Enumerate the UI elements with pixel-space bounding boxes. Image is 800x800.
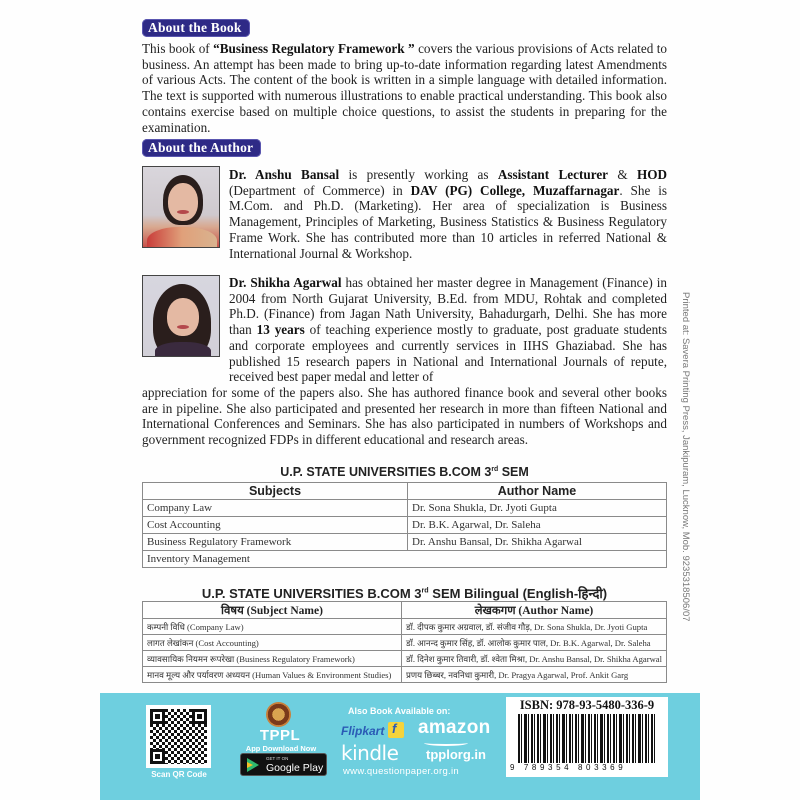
publisher-name: TPPL [259, 727, 301, 744]
subject-cell: लागत लेखांकन (Cost Accounting) [143, 635, 402, 651]
table-row [143, 635, 667, 651]
table-row [143, 619, 667, 635]
text-fragment: of teaching experience mostly to graduate, post graduate students and corporate employees and currently services in IIHS Ghaziabad. She has published 15 research papers in National and International Journals of repute, received best paper medal and letter of [229, 322, 667, 385]
table-row [143, 651, 667, 667]
isbn-number: ISBN: 978-93-5480-336-9 [519, 698, 655, 712]
text-fragment: is presently working as [339, 167, 498, 182]
text-bold: 13 years [256, 322, 305, 338]
about-book-paragraph [142, 41, 667, 135]
text-fragment: has obtained her master degree in Management (Finance) in 2004 from North Gujarat University, B.Ed. from MDU, Rohtak and completed Ph.D. (Finance) from Jagan Nath University, Bahadurgarh, Delhi. She has more than [229, 275, 667, 338]
author-cell: Dr. Anshu Bansal, Dr. Shikha Agarwal [408, 534, 667, 551]
subject-cell: Business Regulatory Framework [143, 534, 408, 551]
qr-code[interactable] [146, 705, 211, 768]
text-fragment: SEM [498, 465, 529, 479]
subjects-table [142, 482, 667, 568]
qr-caption: Scan QR Code [151, 770, 207, 779]
table-row [143, 500, 667, 517]
author1-bio [229, 167, 667, 261]
table-row [143, 534, 667, 551]
photo-clothing [155, 342, 211, 357]
flipkart-logo[interactable]: Flipkart [341, 724, 385, 738]
subject-cell: व्यावसायिक नियमन रूपरेखा (Business Regulatory Framework) [143, 651, 402, 667]
author2-bio-part1 [229, 275, 667, 385]
about-book-heading: About the Book [142, 19, 250, 37]
text-fragment: SEM Bilingual (English-हिन्दी) [428, 586, 608, 601]
google-play-small-text: GET IT ON [266, 756, 289, 761]
column-header: विषय (Subject Name) [143, 602, 402, 619]
kindle-logo[interactable]: kindle [341, 741, 399, 765]
printer-credit: Printed at: Savera Printing Press, Jankipuram, Lucknow, Mob. 9235318506/07 [680, 292, 691, 622]
text-bold: Assistant Lecturer [497, 167, 609, 182]
subject-cell: मानव मूल्य और पर्यावरण अध्ययन (Human Values & Environment Studies) [143, 667, 402, 683]
author-cell: डॉ. दिनेश कुमार तिवारी, डॉ. श्वेता मिश्रा, Dr. Anshu Bansal, Dr. Shikha Agarwal [402, 651, 667, 667]
qr-finder [150, 749, 165, 764]
author2-name: Dr. Shikha Agarwal [229, 275, 342, 290]
column-header: Author Name [408, 483, 667, 500]
text-fragment: This book of [142, 41, 214, 56]
subject-cell: Cost Accounting [143, 517, 408, 534]
text-fragment: & [608, 167, 637, 182]
text-fragment: covers the various provisions of Acts related to business. An attempt has been made to bring up-to-date information regarding latest Amendments of various Acts. The content of the book is written in a simple language with detailed information. The text is supported with numerous illustrations to enable practical understanding. This book also contains exercise based on multiple choice questions, to assist the students in preparing for the examination. [142, 41, 667, 135]
qr-finder [192, 709, 207, 724]
table-row [143, 517, 667, 534]
qr-pattern [150, 709, 207, 764]
flipkart-bag-icon [388, 722, 404, 738]
text-bold: DAV (PG) College, Muzaffarnagar [410, 182, 620, 198]
text-bold: HOD [636, 167, 667, 182]
subject-cell: कम्पनी विधि (Company Law) [143, 619, 402, 635]
superscript: rd [491, 465, 499, 473]
bilingual-subjects-table [142, 601, 667, 683]
column-header: Subjects [143, 483, 408, 500]
author2-bio-part2: appreciation for some of the papers also. She has authored finance book and several other books are in pipeline. She also participated and presented her research in more than fifteen National and International Conferences and Seminars. She has also participated in numbers of Workshops and government recognized FDPs in different educational and research areas. [142, 385, 667, 448]
table-header-row [143, 602, 667, 619]
author-cell: प्रणय छिब्बर, नवनिधा कुमारी, Dr. Pragya Agarwal, Prof. Ankit Garg [402, 667, 667, 683]
superscript: rd [421, 586, 429, 595]
text-fragment: U.P. STATE UNIVERSITIES B.COM 3 [201, 586, 422, 601]
questionpaper-website-link[interactable]: www.questionpaper.org.in [343, 766, 459, 777]
photo-lips [177, 325, 189, 329]
author-photo-anshu-bansal [142, 166, 220, 248]
photo-face [168, 183, 198, 221]
text-fragment: U.P. STATE UNIVERSITIES B.COM 3 [280, 465, 492, 479]
table-row [143, 551, 667, 568]
table-header-row [143, 483, 667, 500]
table-row [143, 667, 667, 683]
app-download-label: App Download Now [245, 744, 317, 753]
subject-cell: Inventory Management [143, 551, 667, 568]
tppl-website-link[interactable]: tpplorg.in [426, 747, 486, 762]
author-cell: डॉ. दीपक कुमार अग्रवाल, डॉ. संजीव गौड़, Dr. Sona Shukla, Dr. Jyoti Gupta [402, 619, 667, 635]
book-title-bold: “Business Regulatory Framework ” [213, 41, 415, 56]
photo-face [167, 298, 199, 336]
table2-title [142, 584, 667, 602]
tppl-logo-icon [266, 702, 291, 727]
amazon-smile-icon [424, 740, 468, 746]
google-play-badge[interactable] [240, 753, 327, 776]
author-cell: Dr. B.K. Agarwal, Dr. Saleha [408, 517, 667, 534]
author-photo-shikha-agarwal [142, 275, 220, 357]
author-cell: डॉ. आनन्द कुमार सिंह, डॉ. आलोक कुमार पाल, Dr. B.K. Agarwal, Dr. Saleha [402, 635, 667, 651]
about-author-heading: About the Author [142, 139, 261, 157]
text-fragment: (Department of Commerce) in [229, 182, 411, 198]
column-header: लेखकगण (Author Name) [402, 602, 667, 619]
qr-finder [150, 709, 165, 724]
available-on-label: Also Book Available on: [348, 706, 451, 716]
google-play-icon [247, 758, 259, 772]
table1-title [142, 465, 667, 479]
author1-name: Dr. Anshu Bansal [229, 167, 340, 182]
isbn-barcode-block [506, 697, 668, 777]
photo-lips [177, 210, 189, 214]
barcode-digits: 9 789354 803369 [510, 763, 666, 772]
text-fragment: . She is M.Com. and Ph.D. (Marketing). Her area of specialization is Business Management, Principles of Marketing, Business Statistics & Business Regulatory Frame Work. She has contributed more than 10 articles in referred National & International Journal & Workshop. [229, 182, 667, 261]
author-cell: Dr. Sona Shukla, Dr. Jyoti Gupta [408, 500, 667, 517]
subject-cell: Company Law [143, 500, 408, 517]
photo-clothing [147, 227, 217, 248]
barcode-icon [518, 714, 656, 764]
amazon-logo[interactable]: amazon [418, 717, 491, 738]
google-play-label: Google Play [266, 762, 324, 774]
